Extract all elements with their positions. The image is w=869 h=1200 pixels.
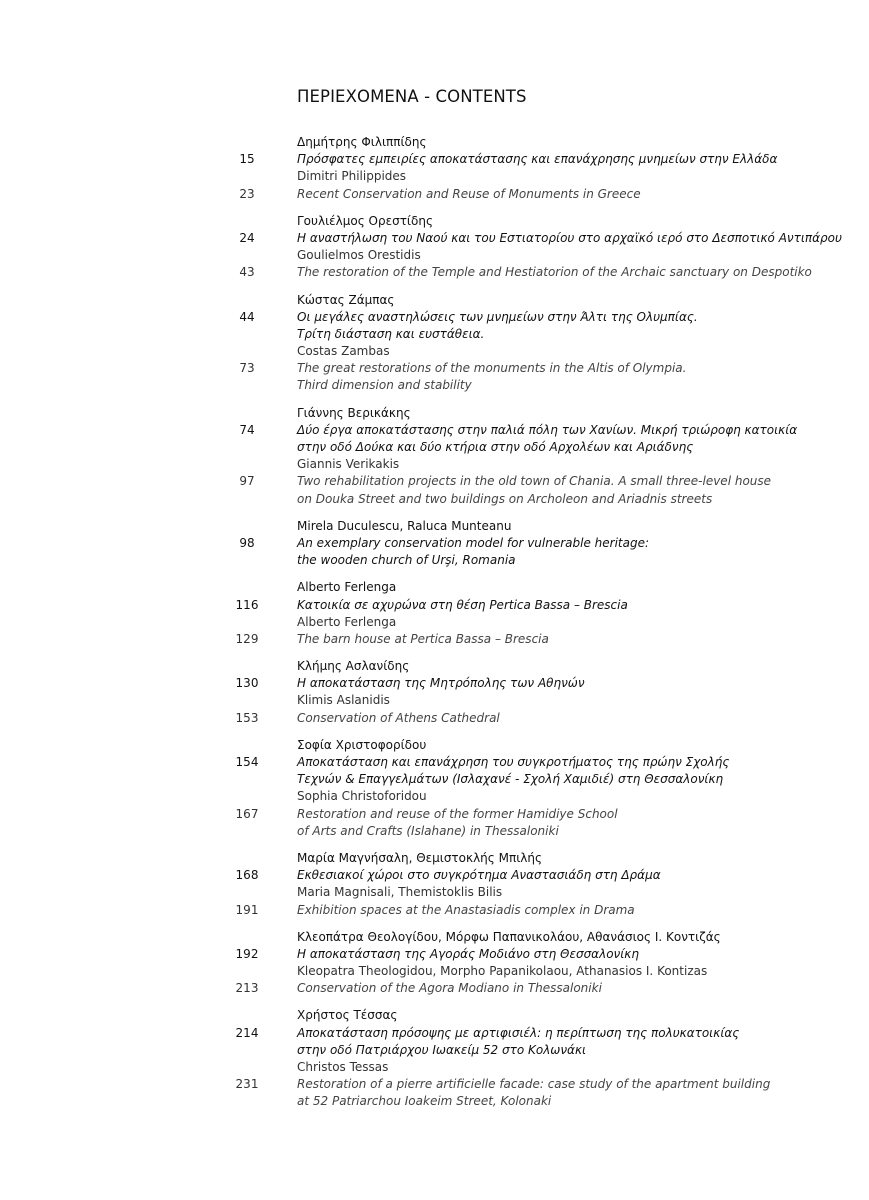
title: στην οδό Δούκα και δύο κτήρια στην οδό Αρχολέων και Αριάδνης bbox=[297, 440, 694, 454]
title: Η αποκατάσταση της Αγοράς Μοδιάνο στη Θεσσαλονίκη bbox=[297, 946, 639, 961]
toc-line bbox=[0, 884, 869, 901]
page-number: 116 bbox=[235, 597, 259, 612]
page-title: ΠΕΡΙΕΧΟΜΕΝΑ - CONTENTS bbox=[297, 87, 527, 106]
author: Alberto Ferlenga bbox=[297, 580, 397, 595]
toc-line bbox=[0, 247, 869, 264]
toc-line bbox=[0, 1093, 869, 1110]
toc-line bbox=[0, 692, 869, 709]
title: Η αναστήλωση του Ναού και του Εστιατορίου στο αρχαϊκό ιερό στο Δεσποτικό Αντιπάρου bbox=[297, 230, 842, 245]
author: Κλήμης Ασλανίδης bbox=[297, 659, 410, 674]
page-number: 130 bbox=[235, 676, 259, 691]
page-number: 74 bbox=[239, 422, 255, 437]
title-en: The restoration of the Temple and Hestiatorion of the Archaic sanctuary on Despotiko bbox=[297, 265, 812, 280]
author-en: Goulielmos Orestidis bbox=[297, 248, 421, 263]
title-en: Conservation of the Agora Modiano in Thessaloniki bbox=[297, 981, 602, 996]
toc-line bbox=[0, 377, 869, 394]
title-en: at 52 Patriarchou Ioakeim Street, Kolonaki bbox=[297, 1094, 552, 1109]
page-number: 192 bbox=[235, 946, 259, 961]
toc-line bbox=[0, 902, 869, 919]
page-number: 213 bbox=[235, 981, 259, 996]
author: Γουλιέλμος Ορεστίδης bbox=[297, 213, 433, 228]
table-of-contents bbox=[0, 134, 869, 1121]
title-en: Restoration of a pierre artificielle facade: case study of the apartment building bbox=[297, 1077, 771, 1092]
author-en: Dimitri Philippides bbox=[297, 169, 407, 184]
toc-entry bbox=[0, 518, 869, 570]
toc-entry bbox=[0, 850, 869, 919]
author: Κώστας Ζάμπας bbox=[297, 292, 395, 307]
toc-line bbox=[0, 579, 869, 596]
author: Σοφία Χριστοφορίδου bbox=[297, 737, 427, 752]
page-number: 191 bbox=[235, 902, 259, 917]
toc-line bbox=[0, 168, 869, 185]
toc-line bbox=[0, 963, 869, 980]
toc-line bbox=[0, 946, 869, 963]
toc-line bbox=[0, 230, 869, 247]
toc-line bbox=[0, 439, 869, 456]
toc-line bbox=[0, 675, 869, 692]
toc-line bbox=[0, 456, 869, 473]
toc-entry bbox=[0, 405, 869, 508]
toc-line bbox=[0, 326, 869, 343]
title: Κατοικία σε αχυρώνα στη θέση Pertica Bassa – Brescia bbox=[297, 597, 628, 612]
toc-line bbox=[0, 867, 869, 884]
toc-line bbox=[0, 292, 869, 309]
toc-line bbox=[0, 213, 869, 230]
toc-line bbox=[0, 309, 869, 326]
toc-line bbox=[0, 151, 869, 168]
title: Τρίτη διάσταση και ευστάθεια. bbox=[297, 326, 485, 341]
toc-line bbox=[0, 134, 869, 151]
page-number: 154 bbox=[235, 755, 259, 769]
toc-line bbox=[0, 710, 869, 727]
page-number: 23 bbox=[239, 186, 255, 201]
title: Τεχνών & Επαγγελμάτων (Ισλαχανέ - Σχολή Χαμιδιέ) στη Θεσσαλονίκη bbox=[297, 772, 724, 787]
title-en: Third dimension and stability bbox=[297, 378, 472, 393]
author: Δημήτρης Φιλιππίδης bbox=[297, 135, 427, 149]
toc-line bbox=[0, 929, 869, 946]
toc-line bbox=[0, 850, 869, 867]
title-en: The great restorations of the monuments in the Altis of Olympia. bbox=[297, 361, 687, 376]
toc-line bbox=[0, 597, 869, 614]
title: Δύο έργα αποκατάστασης στην παλιά πόλη των Χανίων. Μικρή τριώροφη κατοικία bbox=[297, 422, 798, 437]
title-en: The barn house at Pertica Bassa – Brescia bbox=[297, 631, 549, 646]
toc-line bbox=[0, 614, 869, 631]
page-number: 153 bbox=[235, 710, 259, 725]
author-en: Maria Magnisali, Themistoklis Bilis bbox=[297, 885, 503, 900]
toc-line bbox=[0, 806, 869, 823]
toc-entry bbox=[0, 1007, 869, 1110]
toc-line bbox=[0, 360, 869, 377]
toc-line bbox=[0, 422, 869, 439]
toc-line bbox=[0, 518, 869, 535]
title-en: Two rehabilitation projects in the old town of Chania. A small three-level house bbox=[297, 474, 772, 489]
toc-entry bbox=[0, 929, 869, 998]
author: Κλεοπάτρα Θεολογίδου, Μόρφω Παπανικολάου, Αθανάσιος Ι. Κοντιζάς bbox=[297, 929, 721, 944]
title: Εκθεσιακοί χώροι στο συγκρότημα Αναστασιάδη στη Δράμα bbox=[297, 868, 661, 883]
page-number: 43 bbox=[239, 265, 255, 280]
toc-line bbox=[0, 1059, 869, 1076]
toc-line bbox=[0, 823, 869, 840]
title-en: Exhibition spaces at the Anastasiadis complex in Drama bbox=[297, 902, 635, 917]
title-en: Recent Conservation and Reuse of Monuments in Greece bbox=[297, 186, 641, 201]
toc-entry bbox=[0, 292, 869, 395]
author-en: Klimis Aslanidis bbox=[297, 693, 390, 708]
title: Αποκατάσταση και επανάχρηση του συγκροτήματος της πρώην Σχολής bbox=[297, 755, 730, 769]
toc-line bbox=[0, 473, 869, 490]
title-en: Conservation of Athens Cathedral bbox=[297, 710, 500, 725]
toc-line bbox=[0, 1076, 869, 1093]
title: Οι μεγάλες αναστηλώσεις των μνημείων στην Άλτι της Ολυμπίας. bbox=[297, 309, 698, 324]
author: Γιάννης Βερικάκης bbox=[297, 405, 411, 420]
page-number: 97 bbox=[239, 474, 255, 489]
title-en: of Arts and Crafts (Islahane) in Thessaloniki bbox=[297, 823, 559, 838]
page-number: 167 bbox=[235, 806, 259, 821]
author-en: Giannis Verikakis bbox=[297, 457, 400, 472]
title: Αποκατάσταση πρόσοψης με αρτιφισιέλ: η περίπτωση της πολυκατοικίας bbox=[297, 1025, 740, 1040]
page-number: 129 bbox=[235, 631, 259, 646]
author-en: Christos Tessas bbox=[297, 1060, 389, 1074]
toc-line bbox=[0, 1007, 869, 1024]
author-en: Kleopatra Theologidou, Morpho Papanikolaou, Athanasios I. Kontizas bbox=[297, 964, 708, 979]
author-en: Alberto Ferlenga bbox=[297, 614, 397, 629]
title: Η αποκατάσταση της Μητρόπολης των Αθηνών bbox=[297, 676, 585, 691]
toc-line bbox=[0, 658, 869, 675]
title: στην οδό Πατριάρχου Ιωακείμ 52 στο Κολωνάκι bbox=[297, 1042, 587, 1057]
toc-line bbox=[0, 788, 869, 805]
toc-entry bbox=[0, 134, 869, 203]
toc-line bbox=[0, 186, 869, 203]
toc-line bbox=[0, 343, 869, 360]
toc-line bbox=[0, 1025, 869, 1042]
toc-line bbox=[0, 754, 869, 771]
page-number: 168 bbox=[235, 868, 259, 883]
toc-entry bbox=[0, 737, 869, 840]
author: Χρήστος Τέσσας bbox=[297, 1008, 398, 1023]
toc-line bbox=[0, 264, 869, 281]
toc-entry bbox=[0, 658, 869, 727]
toc-line bbox=[0, 737, 869, 754]
title: An exemplary conservation model for vulnerable heritage: bbox=[297, 535, 650, 550]
author: Μαρία Μαγνήσαλη, Θεμιστοκλής Μπιλής bbox=[297, 850, 543, 865]
toc-entry bbox=[0, 213, 869, 282]
page-number: 44 bbox=[239, 309, 255, 324]
toc-line bbox=[0, 405, 869, 422]
toc-line bbox=[0, 535, 869, 552]
title: the wooden church of Urşi, Romania bbox=[297, 553, 516, 568]
page-number: 73 bbox=[239, 361, 255, 376]
toc-entry bbox=[0, 579, 869, 648]
page-number: 231 bbox=[235, 1077, 259, 1092]
toc-line bbox=[0, 1042, 869, 1059]
page-number: 15 bbox=[239, 152, 255, 167]
page-number: 98 bbox=[239, 535, 255, 550]
author-en: Sophia Christoforidou bbox=[297, 789, 427, 804]
author-en: Costas Zambas bbox=[297, 344, 390, 359]
toc-line bbox=[0, 771, 869, 788]
toc-line bbox=[0, 980, 869, 997]
toc-line bbox=[0, 552, 869, 569]
title: Πρόσφατες εμπειρίες αποκατάστασης και επανάχρησης μνημείων στην Ελλάδα bbox=[297, 152, 778, 167]
page-number: 24 bbox=[239, 230, 255, 245]
author: Mirela Duculescu, Raluca Munteanu bbox=[297, 518, 512, 533]
toc-line bbox=[0, 491, 869, 508]
title-en: Restoration and reuse of the former Hamidiye School bbox=[297, 806, 618, 821]
page-number: 214 bbox=[235, 1025, 259, 1040]
title-en: on Douka Street and two buildings on Archoleon and Ariadnis streets bbox=[297, 491, 713, 506]
toc-line bbox=[0, 631, 869, 648]
